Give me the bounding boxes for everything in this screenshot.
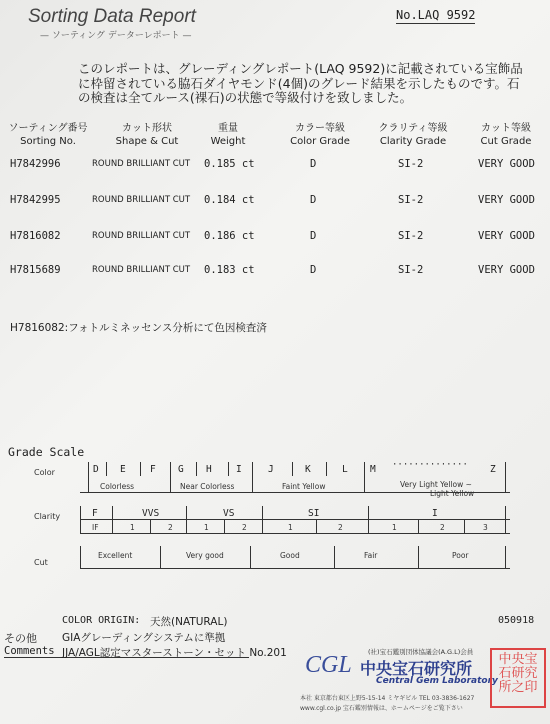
clarity-sub: 2 bbox=[242, 523, 247, 532]
row-clarity: SI-2 bbox=[398, 158, 424, 170]
col-sorting-no: ソーティング番号 Sorting No. bbox=[8, 123, 88, 147]
color-group-label: Colorless bbox=[100, 482, 135, 491]
row-color: D bbox=[310, 158, 317, 170]
row-sorting-no: H7842995 bbox=[10, 194, 61, 206]
row-shape: ROUND BRILLIANT CUT bbox=[92, 231, 191, 241]
clarity-sub: 3 bbox=[483, 523, 488, 532]
clarity-sub: 2 bbox=[440, 523, 445, 532]
color-group-label: Very Light Yellow ~ bbox=[400, 480, 472, 489]
color-letter: H bbox=[206, 464, 212, 475]
other-value: GIAグレーディングシステムに準拠 bbox=[62, 632, 226, 644]
serial-number: 050918 bbox=[498, 615, 535, 626]
row-cut: VERY GOOD bbox=[478, 264, 535, 276]
clarity-sub: 2 bbox=[338, 523, 343, 532]
cut-grade: Poor bbox=[452, 551, 469, 560]
row-color: D bbox=[310, 264, 317, 276]
col-shape-cut: カット形状 Shape & Cut bbox=[115, 123, 179, 147]
color-group-label: Faint Yellow bbox=[282, 482, 326, 491]
color-scale-label: Color bbox=[34, 468, 55, 477]
origin-label: COLOR ORIGIN: bbox=[62, 615, 141, 626]
agl-membership: (社)宝石鑑別団体協議会(A.G.L)会員 bbox=[368, 648, 474, 656]
row-sorting-no: H7842996 bbox=[10, 158, 61, 170]
row-clarity: SI-2 bbox=[398, 194, 424, 206]
color-letter: Z bbox=[490, 464, 496, 475]
color-group-label: Near Colorless bbox=[180, 482, 235, 491]
row-sorting-no: H7816082 bbox=[10, 230, 61, 242]
company-name-jp: 中央宝石研究所 bbox=[360, 659, 473, 678]
row-shape: ROUND BRILLIANT CUT bbox=[92, 159, 191, 169]
company-name-en: Central Gem Laboratory bbox=[376, 676, 498, 686]
color-group-label: Light Yellow bbox=[430, 489, 475, 498]
clarity-scale-label: Clarity bbox=[34, 512, 61, 521]
cgl-logo: CGL bbox=[305, 652, 352, 678]
origin-value: 天然(NATURAL) bbox=[150, 616, 228, 628]
comments-value: JJA/AGL認定マスターストーン・セット No.201 bbox=[62, 647, 287, 659]
company-website: www.cgl.co.jp 宝石鑑別情報は、ホームページをご覧下さい bbox=[300, 705, 463, 712]
row-weight: 0.183 ct bbox=[204, 264, 255, 276]
clarity-sub: IF bbox=[92, 523, 99, 532]
company-address: 本社 東京都台東区上野5-15-14 ミヤギビル TEL 03-3836-1627 bbox=[300, 695, 475, 702]
color-letter: E bbox=[120, 464, 126, 475]
color-dots: ·············· bbox=[392, 460, 468, 470]
clarity-grade: VVS bbox=[142, 508, 160, 519]
color-letter: J bbox=[268, 464, 274, 475]
comments-label: Comments bbox=[4, 645, 55, 657]
company-seal: 中央宝石研究所之印 bbox=[490, 648, 546, 708]
cut-grade: Fair bbox=[364, 551, 378, 560]
clarity-sub: 2 bbox=[168, 523, 173, 532]
cut-grade: Very good bbox=[186, 551, 224, 560]
color-letter: L bbox=[342, 464, 348, 475]
row-shape: ROUND BRILLIANT CUT bbox=[92, 265, 191, 275]
row-clarity: SI-2 bbox=[398, 230, 424, 242]
clarity-grade: VS bbox=[223, 508, 235, 519]
cut-scale-label: Cut bbox=[34, 558, 48, 567]
intro-text: このレポートは、グレーディングレポート(LAQ 9592)に記載されている宝飾品に枠留されている脇石ダイヤモンド(4個)のグレード結果を示したものです。石の検査は全てルース(裸石)の状態で等級付けを致しました。 bbox=[78, 61, 523, 105]
cut-grade: Good bbox=[280, 551, 300, 560]
color-letter: I bbox=[236, 464, 242, 475]
clarity-sub: 1 bbox=[204, 523, 209, 532]
row-color: D bbox=[310, 194, 317, 206]
other-label: その他 bbox=[4, 632, 37, 645]
row-cut: VERY GOOD bbox=[478, 194, 535, 206]
row-clarity: SI-2 bbox=[398, 264, 424, 276]
row-color: D bbox=[310, 230, 317, 242]
report-title: Sorting Data Report bbox=[28, 6, 196, 27]
row-sorting-no: H7815689 bbox=[10, 264, 61, 276]
clarity-grade: F bbox=[92, 508, 98, 519]
col-clarity-grade: クラリティ等級 Clarity Grade bbox=[378, 123, 448, 147]
row-shape: ROUND BRILLIANT CUT bbox=[92, 195, 191, 205]
grade-scale-title: Grade Scale bbox=[8, 445, 85, 459]
color-letter: K bbox=[305, 464, 311, 475]
clarity-sub: 1 bbox=[288, 523, 293, 532]
color-letter: D bbox=[93, 464, 99, 475]
col-cut-grade: カット等級 Cut Grade bbox=[480, 123, 532, 147]
document-number: No.LAQ 9592 bbox=[396, 8, 476, 22]
clarity-sub: 1 bbox=[130, 523, 135, 532]
analysis-note: H7816082:フォトルミネッセンス分析にて色因検査済 bbox=[10, 322, 267, 334]
clarity-grade: I bbox=[432, 508, 438, 519]
row-weight: 0.185 ct bbox=[204, 158, 255, 170]
row-cut: VERY GOOD bbox=[478, 230, 535, 242]
clarity-grade: SI bbox=[308, 508, 320, 519]
color-letter: M bbox=[370, 464, 376, 475]
color-letter: G bbox=[178, 464, 184, 475]
color-letter: F bbox=[150, 464, 156, 475]
row-weight: 0.184 ct bbox=[204, 194, 255, 206]
col-color-grade: カラー等級 Color Grade bbox=[290, 123, 350, 147]
col-weight: 重量 Weight bbox=[210, 123, 246, 147]
report-subtitle: — ソーティング データーレポート — bbox=[40, 31, 192, 41]
cut-grade: Excellent bbox=[98, 551, 133, 560]
clarity-sub: 1 bbox=[392, 523, 397, 532]
row-weight: 0.186 ct bbox=[204, 230, 255, 242]
row-cut: VERY GOOD bbox=[478, 158, 535, 170]
